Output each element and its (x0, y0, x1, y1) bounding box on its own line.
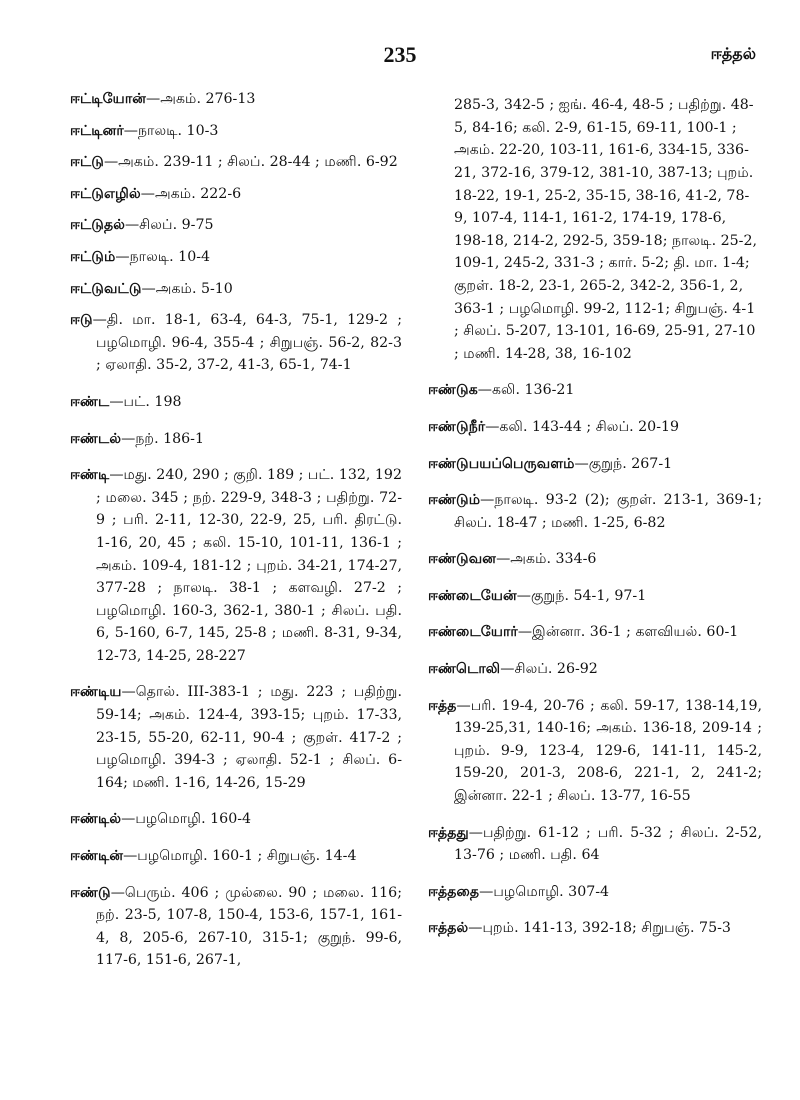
index-entry (428, 621, 762, 644)
references: குறுந். 54-1, 97-1 (530, 587, 647, 604)
index-entry (70, 464, 402, 667)
references: அகம். 334-6 (510, 551, 597, 568)
entry-dash: — (500, 661, 515, 678)
index-entry (70, 845, 402, 868)
headword: ஈண்டுக (428, 382, 478, 399)
headword: ஈட்டியோன் (70, 91, 146, 107)
headword: ஈண்டுவன (428, 551, 497, 568)
references: கலி. 136-21 (491, 382, 575, 399)
entry-dash: — (485, 418, 500, 435)
headword: ஈட்டும் (70, 248, 116, 265)
references: சிலப். 26-92 (514, 661, 598, 678)
entry-dash: — (468, 920, 483, 937)
headword: ஈண்டுநீர் (428, 418, 486, 435)
headword: ஈண்டில் (70, 811, 122, 828)
index-entry (428, 489, 762, 534)
headword: ஈட்டு (70, 154, 104, 171)
entry-dash: — (516, 587, 531, 604)
index-entry (70, 88, 402, 111)
references: இன்னா. 36-1 ; களவியல். 60-1 (532, 624, 739, 641)
headword: ஈண்டையோர் (428, 624, 518, 641)
entry-dash: — (115, 248, 130, 265)
index-entry (428, 416, 762, 439)
headword: ஈண்டிய (70, 684, 122, 701)
index-entry (70, 391, 402, 414)
references: புறம். 141-13, 392-18; சிறுபஞ். 75-3 (482, 920, 731, 937)
index-entry (428, 658, 762, 681)
references: அகம். 276-13 (160, 91, 256, 107)
headword: ஈண்டொலி (428, 661, 501, 678)
index-entry (70, 309, 402, 377)
entry-dash: — (124, 217, 140, 234)
entry-dash: — (141, 280, 156, 297)
entry-dash: — (121, 684, 136, 701)
entry-dash: — (480, 492, 495, 509)
headword: ஈடு (70, 312, 93, 329)
page-number: 235 (383, 42, 417, 67)
index-entry (70, 428, 402, 451)
entry-dash: — (123, 848, 138, 865)
continued-entry: 285-3, 342-5 ; ஐங். 46-4, 48-5 ; பதிற்று. 48-5, 84-16; கலி. 2-9, 61-15, 69-11, 100-1 ; அகம். 22-20, 103-11, 161-6, 334-15, 336-21, 372-16, 379-12, 381-10, 387-13; புறம். 18-22, 19-1, 25-2, 35-15, 38-16, 41-2, 78-9, 107-4, 114-1, 161-2, 174-19, 178-6, 198-18, 214-2, 292-5, 359-18; நாலடி. 25-2, 109-1, 245-2, 331-3 ; கார். 5-2; தி. மா. 1-4; குறள். 18-2, 23-1, 265-2, 342-2, 356-1, 2, 363-1 ; பழமொழி. 99-2, 112-1; சிறுபஞ். 4-1 ; சிலப். 5-207, 13-101, 16-69, 25-91, 27-10 ; மணி. 14-28, 38, 16-102 (454, 97, 757, 362)
headword: ஈத்தல் (428, 920, 469, 937)
references: மது. 240, 290 ; குறி. 189 ; பட். 132, 192 ; மலை. 345 ; நற். 229-9, 348-3 ; பதிற்று. 72-9 ; பரி. 2-11, 12-30, 22-9, 25, பரி. திரட்டு. 1-16, 20, 45 ; கலி. 15-10, 101-11, 136-1 ; அகம். 109-4, 181-12 ; புறம். 34-21, 174-27, 377-28 ; நாலடி. 38-1 ; களவழி. 27-2 ; பழமொழி. 160-3, 362-1, 380-1 ; சிலப். பதி. 6, 5-160, 6-7, 145, 25-8 ; மணி. 8-31, 9-34, 12-73, 14-25, 28-227 (96, 467, 402, 664)
references: நாலடி. 10-4 (129, 248, 211, 265)
headword: ஈண்டும் (428, 492, 481, 509)
references: பரி. 19-4, 20-76 ; கலி. 59-17, 138-14,19, 139-25,31, 140-16; அகம். 136-18, 209-14 ; புறம். 9-9, 123-4, 129-6, 141-11, 145-2, 159-20, 201-3, 208-6, 221-1, 2, 241-2; இன்னா. 22-1 ; சிலப். 13-77, 16-55 (454, 697, 762, 805)
entry-dash: — (109, 467, 124, 484)
entry-dash: — (92, 312, 107, 329)
index-entry (70, 246, 402, 269)
headword: ஈண்டல் (70, 430, 122, 447)
references: அகம். 222-6 (154, 185, 242, 202)
references: நாலடி. 10-3 (137, 122, 219, 139)
entry-dash: — (456, 697, 471, 714)
index-entry (428, 881, 762, 904)
index-entry (70, 681, 402, 794)
index-entry (428, 822, 762, 867)
headword: ஈட்டுதல் (70, 217, 125, 234)
entry-dash: — (517, 624, 533, 641)
index-entry (70, 278, 402, 301)
headword: ஈட்டுஎழில் (70, 185, 141, 202)
entry-dash: — (121, 811, 136, 828)
index-entry (70, 183, 402, 206)
entry-dash: — (468, 824, 483, 841)
headword: ஈத்ததை (428, 883, 480, 900)
headword: ஈண்ட (70, 393, 110, 410)
index-entry (70, 120, 402, 143)
index-entry (70, 214, 402, 237)
index-entry (428, 585, 762, 608)
index-entry (428, 453, 762, 476)
references: பழமொழி. 160-1 ; சிறுபஞ். 14-4 (137, 848, 357, 865)
entry-dash: — (146, 91, 161, 107)
references: கலி. 143-44 ; சிலப். 20-19 (499, 418, 680, 435)
references: பெரும். 406 ; முல்லை. 90 ; மலை. 116; நற். 23-5, 107-8, 150-4, 153-6, 157-1, 161-4, 8, 205-6, 267-10, 315-1; குறுந். 99-6, 117-6, 151-6, 267-1, (96, 884, 402, 969)
entry-dash: — (477, 382, 492, 399)
entry-dash: — (109, 393, 124, 410)
references: அகம். 239-11 ; சிலப். 28-44 ; மணி. 6-92 (118, 154, 398, 171)
headword: ஈண்டி (70, 467, 110, 484)
index-entry (70, 882, 402, 972)
references: நற். 186-1 (135, 430, 204, 447)
headword: ஈண்டு (70, 884, 111, 901)
headword: ஈண்டுபயப்பெருவளம் (428, 455, 575, 472)
headword: ஈட்டுவட்டு (70, 280, 142, 297)
left-column (70, 88, 402, 986)
index-entry (428, 695, 762, 808)
headword: ஈத்த (428, 697, 457, 714)
references: பழமொழி. 160-4 (135, 811, 252, 828)
references: தொல். III-383-1 ; மது. 223 ; பதிற்று. 59-14; அகம். 124-4, 393-15; புறம். 17-33, 23-15, 55-20, 62-11, 90-4 ; குறள். 417-2 ; பழமொழி. 394-3 ; ஏலாதி. 52-1 ; சிலப். 6-164; மணி. 1-16, 14-26, 15-29 (96, 684, 402, 791)
references: பட். 198 (123, 393, 182, 410)
references: பழமொழி. 307-4 (493, 883, 610, 900)
headword: ஈத்தது (428, 824, 469, 841)
entry-dash: — (110, 884, 125, 901)
references: பதிற்று. 61-12 ; பரி. 5-32 ; சிலப். 2-52, 13-76 ; மணி. பதி. 64 (454, 824, 762, 864)
headword: ஈட்டினர் (70, 122, 124, 139)
entry-dash: — (479, 883, 494, 900)
index-entry (428, 548, 762, 571)
running-head: ஈத்தல் (710, 44, 756, 63)
entry-dash: — (103, 154, 119, 171)
references: குறுந். 267-1 (588, 455, 673, 472)
index-entry (428, 379, 762, 402)
entry-dash: — (140, 185, 155, 202)
references: தி. மா. 18-1, 63-4, 64-3, 75-1, 129-2 ; பழமொழி. 96-4, 355-4 ; சிறுபஞ். 56-2, 82-3 ; ஏலாதி. 35-2, 37-2, 41-3, 65-1, 74-1 (96, 312, 402, 374)
entry-dash: — (496, 551, 511, 568)
right-column (428, 80, 762, 954)
index-entry (70, 808, 402, 831)
headword: ஈண்டின் (70, 848, 124, 865)
headword: ஈண்டையேன் (428, 587, 517, 604)
references: சிலப். 9-75 (139, 217, 214, 234)
index-entry (428, 917, 762, 940)
index-entry (70, 151, 402, 174)
references: அகம். 5-10 (155, 280, 233, 297)
entry-dash: — (574, 455, 589, 472)
entry-dash: — (123, 122, 138, 139)
entry-dash: — (121, 430, 136, 447)
references: நாலடி. 93-2 (2); குறள். 213-1, 369-1; சிலப். 18-47 ; மணி. 1-25, 6-82 (454, 492, 762, 531)
